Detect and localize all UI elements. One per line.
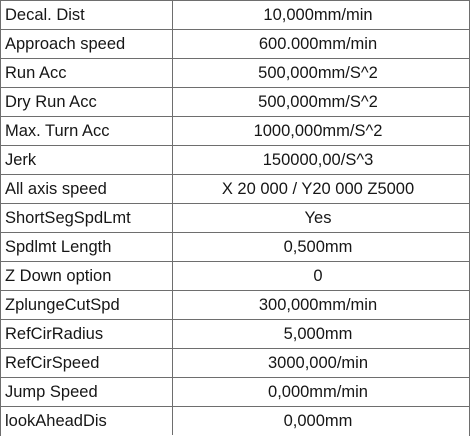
parameter-name[interactable]: Run Acc — [1, 59, 173, 87]
parameter-value[interactable]: 500,000mm/S^2 — [258, 63, 378, 82]
parameter-value[interactable]: 0,000mm/min — [268, 382, 368, 401]
parameter-name[interactable]: ShortSegSpdLmt — [1, 204, 173, 232]
table-row — [1, 320, 469, 349]
table-row — [1, 30, 469, 59]
table-row — [1, 349, 469, 378]
table-row — [1, 378, 469, 407]
parameter-name[interactable]: Spdlmt Length — [1, 233, 173, 261]
table-row — [1, 407, 469, 435]
parameter-value[interactable]: 150000,00/S^3 — [262, 150, 374, 169]
parameter-name[interactable]: Jump Speed — [1, 378, 173, 406]
parameter-name[interactable]: Max. Turn Acc — [1, 117, 173, 145]
parameter-name[interactable]: All axis speed — [1, 175, 173, 203]
parameter-value[interactable]: 0 — [313, 266, 323, 285]
table-row — [1, 233, 469, 262]
parameter-value[interactable]: Yes — [304, 208, 332, 227]
table-row — [1, 59, 469, 88]
table-row — [1, 88, 469, 117]
parameter-value[interactable]: X 20 000 / Y20 000 Z5000 — [221, 179, 415, 198]
parameter-name[interactable]: Dry Run Acc — [1, 88, 173, 116]
table-row — [1, 1, 469, 30]
parameter-value[interactable]: 0,500mm — [283, 237, 353, 256]
table-row — [1, 175, 469, 204]
parameter-value[interactable]: 500,000mm/S^2 — [258, 92, 378, 111]
parameter-name[interactable]: Z Down option — [1, 262, 173, 290]
parameter-name[interactable]: lookAheadDis — [1, 407, 173, 435]
table-row — [1, 262, 469, 291]
table-row — [1, 204, 469, 233]
parameter-value[interactable]: 0,000mm — [283, 411, 353, 430]
parameter-name[interactable]: Decal. Dist — [1, 1, 173, 29]
parameter-name[interactable]: Jerk — [1, 146, 173, 174]
parameter-value[interactable]: 300,000mm/min — [258, 295, 378, 314]
table-row — [1, 146, 469, 175]
table-row — [1, 117, 469, 146]
parameter-name[interactable]: ZplungeCutSpd — [1, 291, 173, 319]
table-row — [1, 291, 469, 320]
parameter-value[interactable]: 3000,000/min — [268, 353, 368, 372]
parameter-value[interactable]: 5,000mm — [283, 324, 353, 343]
parameter-value[interactable]: 1000,000mm/S^2 — [253, 121, 383, 140]
parameter-value[interactable]: 600.000mm/min — [258, 34, 378, 53]
parameter-value[interactable]: 10,000mm/min — [263, 5, 373, 24]
parameter-name[interactable]: RefCirRadius — [1, 320, 173, 348]
parameter-name[interactable]: RefCirSpeed — [1, 349, 173, 377]
parameter-name[interactable]: Approach speed — [1, 30, 173, 58]
